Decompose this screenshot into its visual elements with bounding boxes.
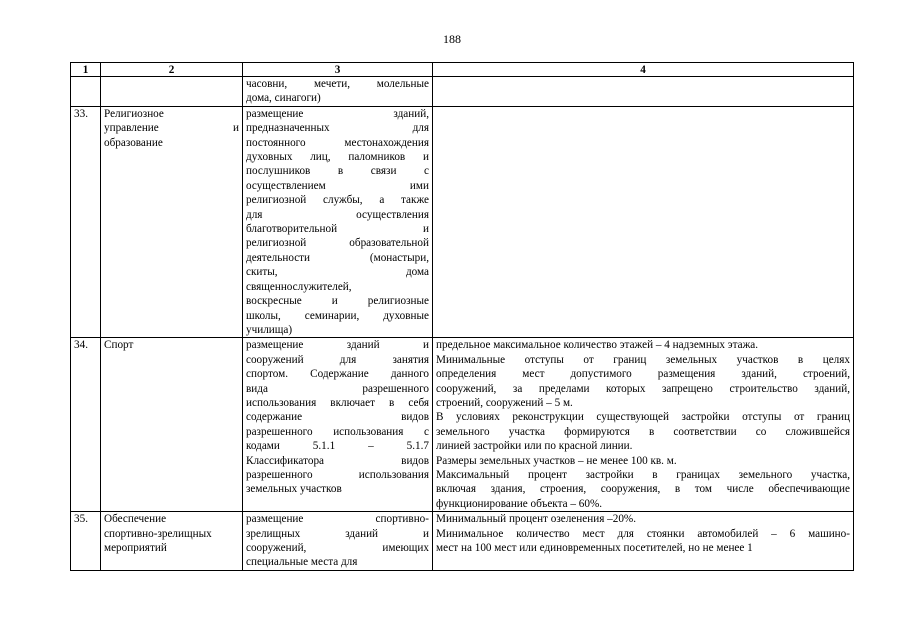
use-type-name-line: Спорт — [104, 339, 134, 352]
header-col-1: 1 — [71, 63, 101, 77]
use-type-name-line: Религиозное — [104, 107, 164, 120]
parameters-line: строений, сооружений – 5 м. — [436, 396, 573, 409]
use-type-description-line: скиты, дома — [246, 266, 429, 279]
use-type-description-line: размещение зданий, — [246, 107, 429, 120]
parameters-line: земельного участка формируются в соответствии со сложившейся — [436, 425, 850, 438]
table-row — [71, 512, 854, 571]
parameters — [433, 512, 854, 571]
parameters-line: Минимальные отступы от границ земельных участков в целях — [436, 353, 850, 366]
use-type-description-line: священнослужителей, — [246, 280, 352, 293]
header-col-4: 4 — [433, 63, 854, 77]
use-type-name — [101, 106, 243, 338]
use-type-description-line: использования включает в себя — [246, 396, 429, 409]
use-type-description-line: сооружений для занятия — [246, 353, 429, 366]
use-type-description-line: спортом. Содержание данного — [246, 368, 429, 381]
use-type-description-line: дома, синагоги) — [246, 92, 321, 105]
parameters-line: Минимальный процент озеленения –20%. — [436, 513, 637, 526]
use-type-description-line: училища) — [246, 323, 293, 336]
row-number: 33. — [71, 106, 101, 338]
row-number: 35. — [71, 512, 101, 571]
use-type-description-line: предназначенных для — [246, 122, 429, 135]
use-type-description — [243, 338, 433, 512]
use-type-description-line: разрешенного использования с — [246, 425, 429, 438]
parameters-line: В условиях реконструкции существующей застройки отступы от границ — [436, 411, 850, 424]
use-type-name — [101, 77, 243, 107]
use-type-description — [243, 77, 433, 107]
use-type-description-line: земельных участков — [246, 483, 342, 496]
use-type-description-line: часовни, мечети, молельные — [246, 78, 429, 90]
use-type-description-line: религиозной образовательной — [246, 237, 429, 250]
parameters — [433, 106, 854, 338]
use-type-description-line: благотворительной и — [246, 223, 429, 236]
use-type-description-line: разрешенного использования — [246, 468, 429, 481]
row-number — [71, 77, 101, 107]
parameters — [433, 77, 854, 107]
parameters-line: сооружений, за пределами которых запрещено строительство зданий, — [436, 382, 850, 395]
use-type-description-line: духовных лиц, паломников и — [246, 151, 429, 164]
use-type-description-line: содержание видов — [246, 411, 429, 424]
use-type-description — [243, 106, 433, 338]
header-col-3: 3 — [243, 63, 433, 77]
use-type-description-line: для осуществления — [246, 208, 429, 221]
use-type-description-line: осуществлением ими — [246, 179, 429, 192]
parameters-line: Минимальное количество мест для стоянки автомобилей – 6 машино- — [436, 527, 850, 540]
use-type-description-line: религиозной службы, а также — [246, 194, 429, 207]
parameters-line: функционирование объекта – 60%. — [436, 497, 603, 510]
parameters-line: включая здания, строения, сооружения, в том числе обеспечивающие — [436, 483, 850, 496]
use-type-name — [101, 338, 243, 512]
use-type-description-line: размещение спортивно- — [246, 513, 429, 526]
row-number: 34. — [71, 338, 101, 512]
use-type-description-line: школы, семинарии, духовные — [246, 309, 429, 322]
regulation-table — [70, 62, 854, 571]
table-row — [71, 338, 854, 512]
table-row — [71, 77, 854, 107]
table-header-row — [71, 63, 854, 77]
use-type-description — [243, 512, 433, 571]
page-number: 188 — [443, 32, 461, 46]
use-type-description-line: кодами 5.1.1 – 5.1.7 — [246, 440, 429, 453]
use-type-description-line: воскресные и религиозные — [246, 295, 429, 308]
use-type-description-line: сооружений, имеющих — [246, 542, 429, 554]
header-col-2: 2 — [101, 63, 243, 77]
parameters-line: определения мест допустимого размещения зданий, строений, — [436, 368, 850, 381]
use-type-description-line: послушников в связи с — [246, 165, 429, 178]
use-type-name-line: управление и — [104, 122, 239, 135]
parameters — [433, 338, 854, 512]
table-row — [71, 106, 854, 338]
use-type-description-line: вида разрешенного — [246, 382, 429, 395]
use-type-name-line: спортивно-зрелищных — [104, 527, 212, 540]
use-type-description-line: Классификатора видов — [246, 454, 429, 467]
parameters-line: мест на 100 мест или единовременных посетителей, но не менее 1 — [436, 542, 753, 554]
use-type-description-line: зрелищных зданий и — [246, 527, 429, 540]
use-type-name — [101, 512, 243, 571]
use-type-description-line: постоянного местонахождения — [246, 136, 429, 149]
parameters-line: Размеры земельных участков – не менее 100 кв. м. — [436, 454, 677, 467]
use-type-description-line: деятельности (монастыри, — [246, 251, 429, 264]
use-type-name-line: мероприятий — [104, 542, 167, 554]
use-type-description-line: размещение зданий и — [246, 339, 429, 352]
parameters-line: линией застройки или по красной линии. — [436, 440, 633, 453]
use-type-name-line: образование — [104, 136, 163, 149]
parameters-line: предельное максимальное количество этажей – 4 надземных этажа. — [436, 339, 759, 352]
parameters-line: Максимальный процент застройки в границах земельного участка, — [436, 468, 850, 481]
use-type-description-line: специальные места для — [246, 556, 358, 569]
use-type-name-line: Обеспечение — [104, 513, 167, 526]
